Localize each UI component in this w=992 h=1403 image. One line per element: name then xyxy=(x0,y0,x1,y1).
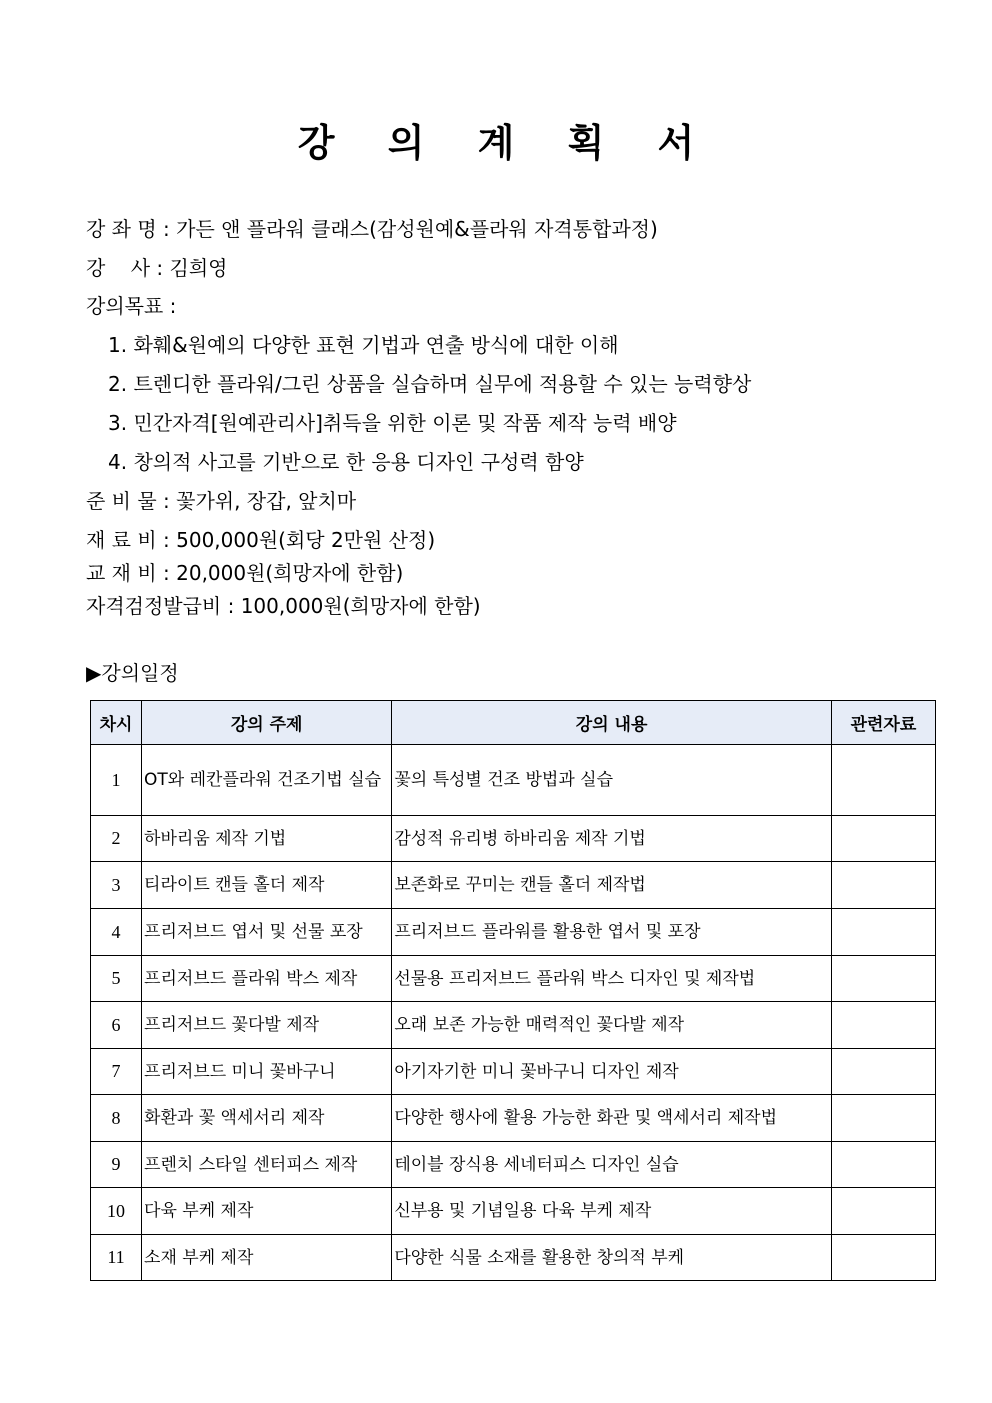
session-topic: 프리저브드 미니 꽃바구니 xyxy=(142,1049,392,1095)
session-topic: OT와 레칸플라워 건조기법 실습 xyxy=(142,745,392,816)
session-content: 보존화로 꾸미는 캔들 홀더 제작법 xyxy=(392,862,832,909)
supplies: 준 비 물 : 꽃가위, 장갑, 앞치마 xyxy=(86,489,357,513)
session-materials xyxy=(831,1188,935,1235)
header-topic: 강의 주제 xyxy=(142,701,392,745)
textbook-fee: 교 재 비 : 20,000원(희망자에 한함) xyxy=(86,561,404,585)
session-topic: 프리저브드 플라워 박스 제작 xyxy=(142,956,392,1002)
session-number: 2 xyxy=(91,816,142,862)
session-materials xyxy=(831,909,935,956)
session-content: 꽃의 특성별 건조 방법과 실습 xyxy=(392,745,832,816)
session-number: 10 xyxy=(91,1188,142,1235)
session-materials xyxy=(831,816,935,862)
schedule-heading: ▶강의일정 xyxy=(86,661,179,685)
session-content: 감성적 유리병 하바리움 제작 기법 xyxy=(392,816,832,862)
table-row xyxy=(91,909,936,956)
session-number: 6 xyxy=(91,1002,142,1049)
header-content: 강의 내용 xyxy=(392,701,832,745)
table-row xyxy=(91,745,936,816)
table-row xyxy=(91,1235,936,1281)
table-row xyxy=(91,1049,936,1095)
session-number: 5 xyxy=(91,956,142,1002)
session-materials xyxy=(831,956,935,1002)
session-content: 다양한 행사에 활용 가능한 화관 및 액세서리 제작법 xyxy=(392,1095,832,1142)
session-topic: 하바리움 제작 기법 xyxy=(142,816,392,862)
goal-item: 4. 창의적 사고를 기반으로 한 응용 디자인 구성력 함양 xyxy=(108,450,584,474)
session-materials xyxy=(831,1049,935,1095)
session-number: 1 xyxy=(91,745,142,816)
course-name: 강 좌 명 : 가든 앤 플라워 클래스(감성원예&플라워 자격통합과정) xyxy=(86,217,658,241)
certificate-fee: 자격검정발급비 : 100,000원(희망자에 한함) xyxy=(86,594,481,618)
goal-item: 3. 민간자격[원예관리사]취득을 위한 이론 및 작품 제작 능력 배양 xyxy=(108,411,677,435)
header-materials: 관련자료 xyxy=(831,701,935,745)
session-number: 4 xyxy=(91,909,142,956)
session-topic: 프리저브드 꽃다발 제작 xyxy=(142,1002,392,1049)
table-row xyxy=(91,956,936,1002)
session-number: 11 xyxy=(91,1235,142,1281)
session-materials xyxy=(831,1235,935,1281)
goal-item: 1. 화훼&원예의 다양한 표현 기법과 연출 방식에 대한 이해 xyxy=(108,333,619,357)
session-topic: 소재 부케 제작 xyxy=(142,1235,392,1281)
session-number: 8 xyxy=(91,1095,142,1142)
instructor-name: 강 사 : 김희영 xyxy=(86,256,228,280)
session-materials xyxy=(831,1095,935,1142)
session-materials xyxy=(831,745,935,816)
session-number: 9 xyxy=(91,1142,142,1188)
table-row xyxy=(91,862,936,909)
session-topic: 프렌치 스타일 센터피스 제작 xyxy=(142,1142,392,1188)
schedule-header-row xyxy=(91,701,936,745)
session-topic: 화환과 꽃 액세서리 제작 xyxy=(142,1095,392,1142)
session-materials xyxy=(831,1142,935,1188)
session-topic: 다육 부케 제작 xyxy=(142,1188,392,1235)
session-content: 테이블 장식용 세네터피스 디자인 실습 xyxy=(392,1142,832,1188)
session-materials xyxy=(831,1002,935,1049)
session-topic: 티라이트 캔들 홀더 제작 xyxy=(142,862,392,909)
session-topic: 프리저브드 엽서 및 선물 포장 xyxy=(142,909,392,956)
session-content: 아기자기한 미니 꽃바구니 디자인 제작 xyxy=(392,1049,832,1095)
table-row xyxy=(91,816,936,862)
session-materials xyxy=(831,862,935,909)
session-content: 다양한 식물 소재를 활용한 창의적 부케 xyxy=(392,1235,832,1281)
goal-item: 2. 트렌디한 플라워/그린 상품을 실습하며 실무에 적용할 수 있는 능력향상 xyxy=(108,372,752,396)
schedule-table xyxy=(90,700,936,1281)
session-content: 오래 보존 가능한 매력적인 꽃다발 제작 xyxy=(392,1002,832,1049)
table-row xyxy=(91,1188,936,1235)
session-content: 신부용 및 기념일용 다육 부케 제작 xyxy=(392,1188,832,1235)
session-content: 프리저브드 플라워를 활용한 엽서 및 포장 xyxy=(392,909,832,956)
session-number: 3 xyxy=(91,862,142,909)
table-row xyxy=(91,1095,936,1142)
header-session: 차시 xyxy=(91,701,142,745)
table-row xyxy=(91,1002,936,1049)
material-fee: 재 료 비 : 500,000원(회당 2만원 산정) xyxy=(86,528,436,552)
document-title: 강 의 계 획 서 xyxy=(297,121,715,165)
session-number: 7 xyxy=(91,1049,142,1095)
goal-label: 강의목표 : xyxy=(86,294,177,318)
session-content: 선물용 프리저브드 플라워 박스 디자인 및 제작법 xyxy=(392,956,832,1002)
table-row xyxy=(91,1142,936,1188)
